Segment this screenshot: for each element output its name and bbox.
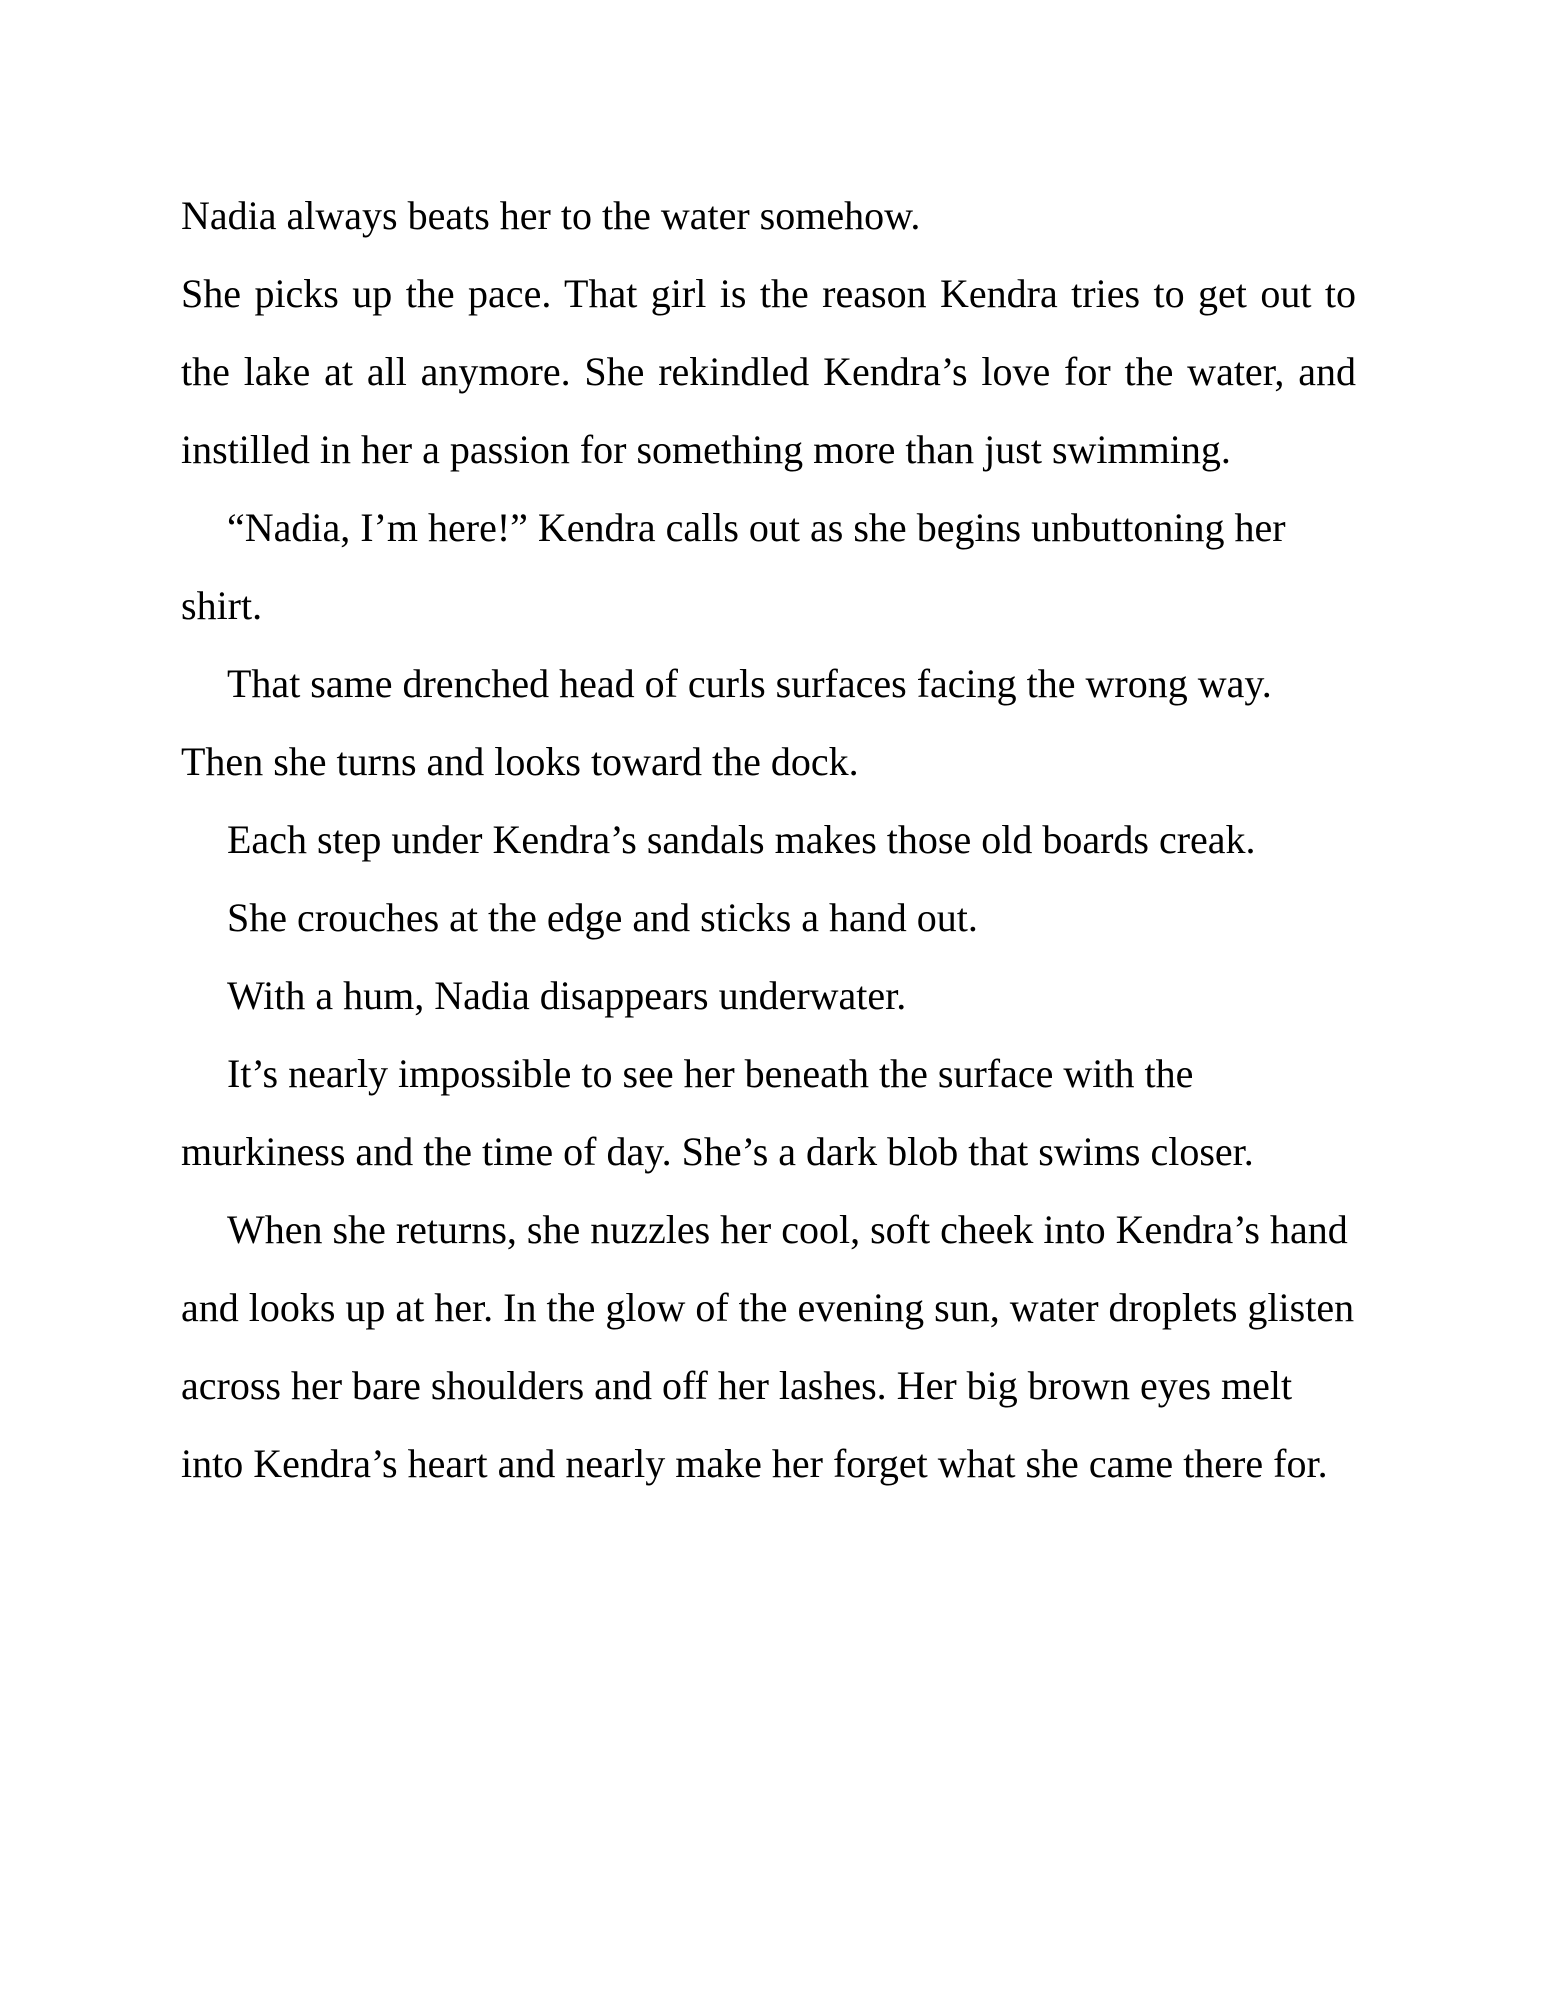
paragraph-2: She picks up the pace. That girl is the reason Kendra tries to get out to the lake at all anymore. She rekindled Kendra’s love for the water, and instilled in her a passion for something more than just swimming. xyxy=(181,271,1356,472)
paragraph-6: She crouches at the edge and sticks a hand out. xyxy=(227,895,978,940)
paragraph-4: That same drenched head of curls surfaces facing the wrong way. Then she turns and looks toward the dock. xyxy=(181,661,1272,784)
paragraph-8: It’s nearly impossible to see her beneath the surface with the murkiness and the time of day. She’s a dark blob that swims closer. xyxy=(181,1051,1254,1174)
paragraph-1: Nadia always beats her to the water somehow. xyxy=(181,193,921,238)
paragraph-7: With a hum, Nadia disappears underwater. xyxy=(227,973,907,1018)
paragraph-5: Each step under Kendra’s sandals makes those old boards creak. xyxy=(227,817,1256,862)
paragraph-9: When she returns, she nuzzles her cool, soft cheek into Kendra’s hand and looks up at her. In the glow of the evening sun, water droplets glisten across her bare shoulders and off her lashes. Her big brown eyes melt into Kendra’s heart and nearly make her forget what she came there for. xyxy=(181,1207,1355,1486)
paragraph-3: “Nadia, I’m here!” Kendra calls out as she begins unbuttoning her shirt. xyxy=(181,505,1286,628)
body-text xyxy=(181,177,1356,1503)
